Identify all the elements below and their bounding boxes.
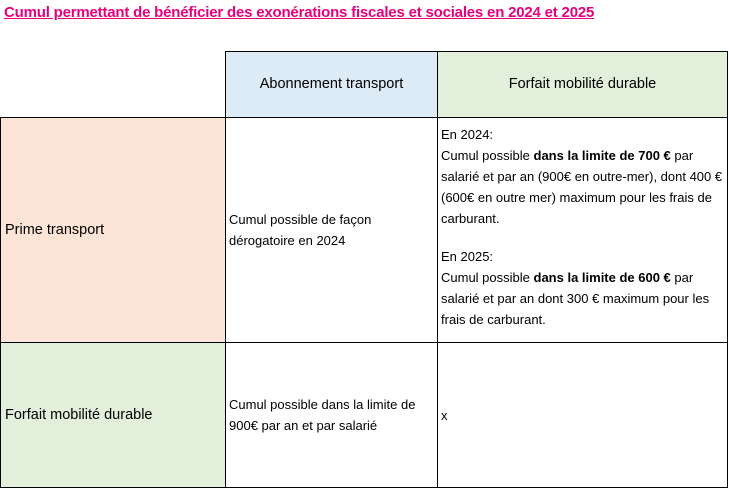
paragraph-2025-heading: En 2025:	[441, 249, 494, 264]
cell-text: Cumul possible de façon dérogatoire en 2024	[229, 212, 372, 248]
cell-forfait-forfait	[437, 342, 728, 488]
column-header-forfait-mobilite	[437, 51, 728, 118]
row-header-label: Forfait mobilité durable	[5, 406, 153, 423]
paragraph-2024-body	[441, 145, 724, 229]
row-header-label: Prime transport	[5, 221, 105, 238]
column-header-label: Abonnement transport	[259, 76, 404, 92]
text-segment: Cumul possible	[441, 270, 534, 285]
row-header-prime-transport	[0, 117, 226, 343]
paragraph-2024-heading: En 2024:	[441, 127, 494, 142]
cell-content	[441, 124, 724, 330]
column-header-label: Forfait mobilité durable	[508, 76, 657, 92]
paragraph-spacer	[441, 229, 724, 246]
cell-text: Cumul possible dans la limite de 900€ par an et par salarié	[229, 397, 416, 433]
limit-700-bold: dans la limite de 700 €	[533, 148, 671, 163]
text-segment: par salarié et par an dont 300 € maximum pour les frais de carburant.	[441, 270, 710, 327]
text-segment: Cumul possible	[441, 148, 534, 163]
row-header-forfait-mobilite	[0, 342, 226, 488]
page-title: Cumul permettant de bénéficier des exonérations fiscales et sociales en 2024 et 2025	[4, 4, 595, 21]
text-segment: par salarié et par an (900€ en outre-mer), dont 400 € (600€ en outre mer) maximum pour les frais de carburant.	[441, 148, 723, 226]
paragraph-2025-body	[441, 267, 724, 330]
cell-forfait-abonnement	[225, 342, 438, 488]
cell-prime-forfait	[437, 117, 728, 343]
cell-prime-abonnement	[225, 117, 438, 343]
column-header-abonnement-transport	[225, 51, 438, 118]
cell-text: x	[441, 407, 448, 423]
limit-600-bold: dans la limite de 600 €	[533, 270, 671, 285]
